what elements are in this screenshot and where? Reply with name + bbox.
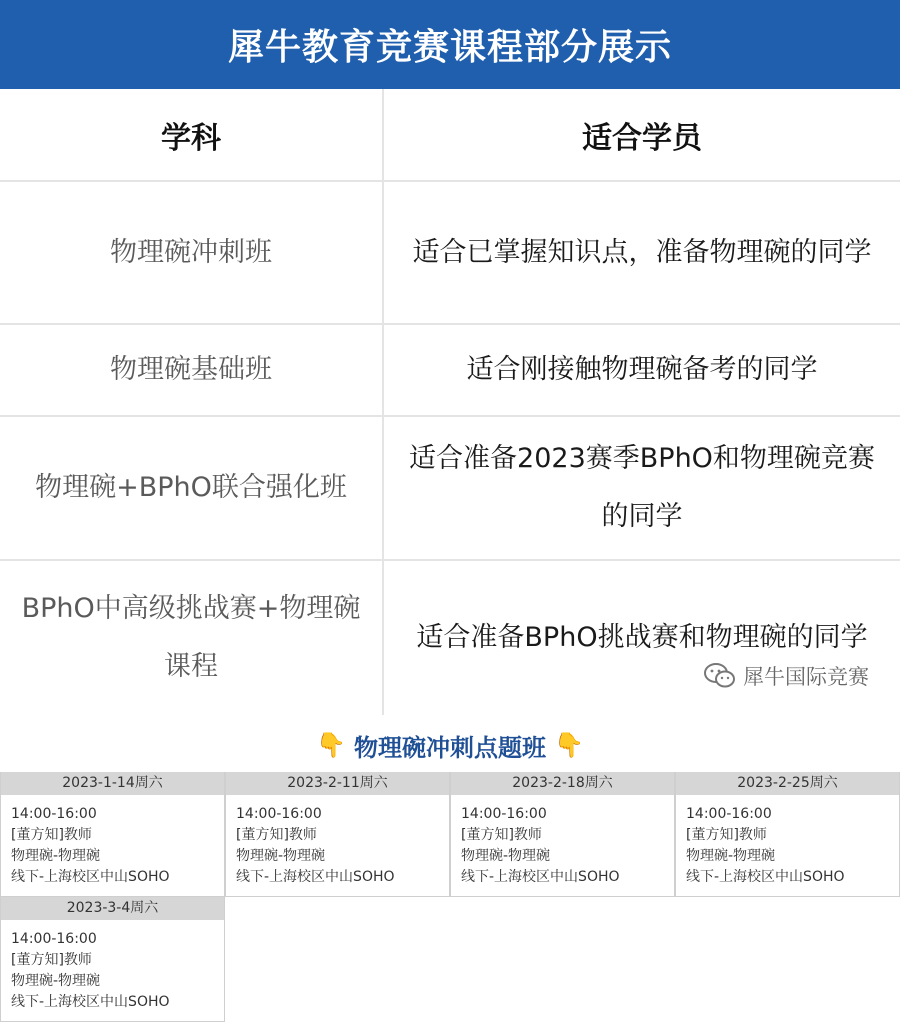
- session-teacher: [董方知]教师: [686, 827, 767, 843]
- session-teacher: [董方知]教师: [11, 827, 92, 843]
- title-banner: [0, 0, 900, 89]
- session-date: 2023-1-14周六: [1, 772, 224, 795]
- session-teacher: [董方知]教师: [236, 827, 317, 843]
- table-row: [0, 181, 900, 324]
- session-date: 2023-3-4周六: [1, 897, 224, 920]
- audience-cell: 适合准备BPhO挑战赛和物理碗的同学: [416, 622, 868, 653]
- audience-cell: 适合准备2023赛季BPhO和物理碗竞赛的同学: [383, 416, 900, 560]
- pointing-down-hand-icon: 👇: [554, 731, 584, 759]
- session-date: 2023-2-25周六: [676, 772, 899, 795]
- session-course: 物理碗-物理碗: [11, 973, 101, 989]
- column-header-audience: 适合学员: [383, 89, 900, 181]
- page-title: 犀牛教育竞赛课程部分展示: [227, 27, 672, 68]
- subject-cell: 物理碗+BPhO联合强化班: [0, 416, 383, 560]
- subject-cell: 物理碗冲刺班: [0, 181, 383, 324]
- schedule-card: [450, 772, 675, 897]
- session-location: 线下-上海校区中山SOHO: [686, 869, 845, 885]
- session-time: 14:00-16:00: [686, 806, 772, 822]
- schedule-grid: [0, 772, 900, 1022]
- pointing-down-hand-icon: 👇: [316, 731, 346, 759]
- schedule-card: [225, 772, 450, 897]
- session-course: 物理碗-物理碗: [11, 848, 101, 864]
- session-location: 线下-上海校区中山SOHO: [461, 869, 620, 885]
- session-course: 物理碗-物理碗: [236, 848, 326, 864]
- section-title: 物理碗冲刺点题班: [354, 733, 546, 762]
- subject-cell: BPhO中高级挑战赛+物理碗课程: [0, 560, 383, 715]
- session-location: 线下-上海校区中山SOHO: [236, 869, 395, 885]
- session-location: 线下-上海校区中山SOHO: [11, 994, 170, 1010]
- schedule-card: [0, 897, 225, 1022]
- audience-cell: 适合已掌握知识点，准备物理碗的同学: [383, 181, 900, 324]
- session-time: 14:00-16:00: [11, 806, 97, 822]
- session-teacher: [董方知]教师: [11, 952, 92, 968]
- course-table: [0, 89, 900, 715]
- watermark-text: 犀牛国际竞赛: [743, 665, 869, 689]
- section-heading: [0, 726, 900, 764]
- session-date: 2023-2-11周六: [226, 772, 449, 795]
- session-course: 物理碗-物理碗: [686, 848, 776, 864]
- schedule-card: [0, 772, 225, 897]
- table-header-row: [0, 89, 900, 181]
- table-row: [0, 416, 900, 560]
- subject-cell: 物理碗基础班: [0, 324, 383, 416]
- watermark: [703, 660, 869, 692]
- audience-cell: 适合刚接触物理碗备考的同学: [383, 324, 900, 416]
- session-course: 物理碗-物理碗: [461, 848, 551, 864]
- session-time: 14:00-16:00: [461, 806, 547, 822]
- session-time: 14:00-16:00: [236, 806, 322, 822]
- session-teacher: [董方知]教师: [461, 827, 542, 843]
- session-location: 线下-上海校区中山SOHO: [11, 869, 170, 885]
- session-time: 14:00-16:00: [11, 931, 97, 947]
- session-date: 2023-2-18周六: [451, 772, 674, 795]
- table-row: [0, 324, 900, 416]
- column-header-subject: 学科: [0, 89, 383, 181]
- wechat-icon: [703, 662, 737, 690]
- schedule-card: [675, 772, 900, 897]
